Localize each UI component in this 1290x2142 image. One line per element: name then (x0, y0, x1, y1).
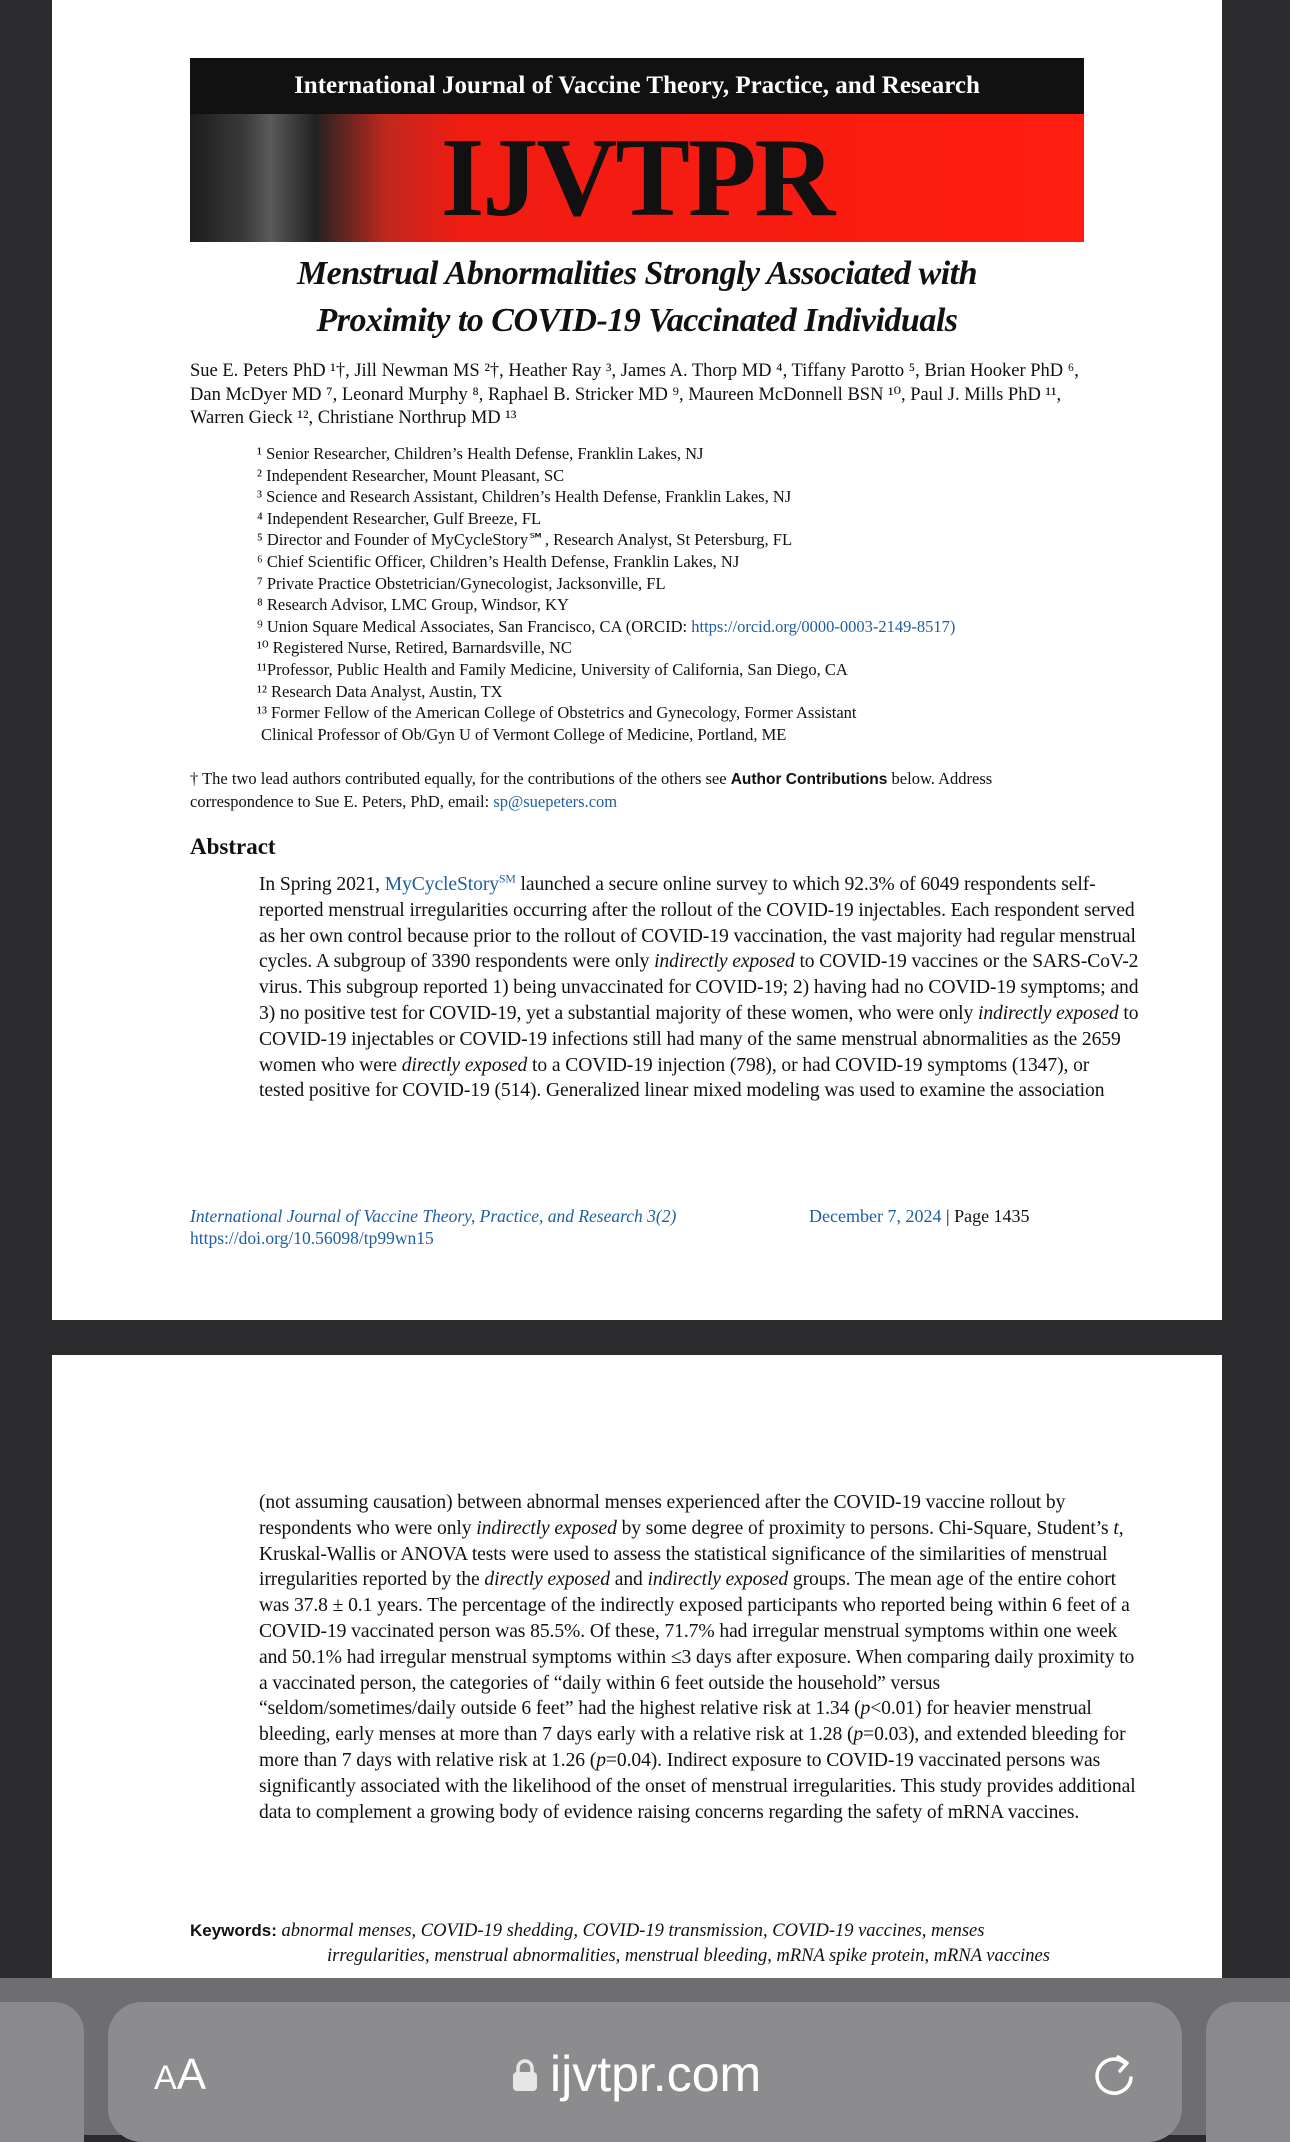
previous-tab-preview[interactable] (0, 2002, 84, 2142)
affiliation-item: ¹¹Professor, Public Health and Family Medicine, University of California, San Diego, CA (257, 659, 848, 679)
abstract-span: groups. The mean age of the entire cohort was 37.8 ± 0.1 years. The percentage of the indirectly exposed participants who reported being within 6 feet of a COVID-19 vaccinated person was 85.5%. Of these, 71.7% had irregular menstrual symptoms within one week and 50.1% had irregular menstrual symptoms within ≤3 days after exposure. When comparing daily proximity to a vaccinated person, the categories of “daily within 6 feet outside the household” versus “seldom/sometimes/daily outside 6 feet” had the highest relative risk at 1.34 ( (259, 1569, 1135, 1720)
abstract-span: , Kruskal-Wallis or ANOVA tests were used to assess the statistical significance of the similarities of menstrual irregularities reported by the (259, 1517, 1124, 1591)
abstract-span: and (609, 1569, 648, 1591)
email-link[interactable]: sp@suepeters.com (493, 792, 618, 811)
banner-logo: IJVTPR (440, 116, 834, 240)
abstract-span: =0.04). Indirect exposure to COVID-19 vaccinated persons was significantly associated with the likelihood of the onset of menstrual irregularities. This study provides additional data to complement a growing body of evidence raising concerns regarding the safety of mRNA vaccines. (259, 1749, 1136, 1823)
footer-date: December 7, 2024 (809, 1206, 942, 1226)
affiliation-text: ⁹ Union Square Medical Associates, San Francisco, CA (ORCID: (257, 616, 692, 636)
browser-toolbar (0, 1978, 1290, 2135)
abstract-continued (259, 1490, 1139, 1825)
banner-journal-name: International Journal of Vaccine Theory, Practice, and Research (190, 58, 1084, 114)
affiliation-list (257, 443, 1087, 745)
page-footer-right (809, 1205, 1030, 1227)
correspondence-footnote (190, 768, 1090, 813)
affiliation-item: ⁵ Director and Founder of MyCycleStory℠, Research Analyst, St Petersburg, FL (257, 530, 793, 550)
keywords-line-1: abnormal menses, COVID-19 shedding, COVID-19 transmission, COVID-19 vaccines, menses (281, 1921, 985, 1941)
address-bar[interactable] (108, 2002, 1182, 2142)
author-contributions-ref: Author Contributions (730, 771, 888, 788)
p-value-symbol: p (860, 1698, 871, 1720)
affiliation-item: ¹³ Former Fellow of the American College of Obstetrics and Gynecology, Former Assistant (257, 703, 857, 723)
author-list: Sue E. Peters PhD ¹†, Jill Newman MS ²†, Heather Ray ³, James A. Thorp MD ⁴, Tiffany Parotto ⁵, Brian Hooker PhD ⁶, Dan McDyer MD ⁷, Leonard Murphy ⁸, Raphael B. Stricker MD ⁹, Maureen McDonnell BSN ¹⁰, Paul J. Mills PhD ¹¹, Warren Gieck ¹², Christiane Northrup MD ¹³ (190, 361, 1079, 428)
abstract-emphasis: directly exposed (401, 1054, 528, 1076)
title-line-2: Proximity to COVID-19 Vaccinated Individuals (316, 302, 958, 339)
text-size-button[interactable] (154, 2050, 206, 2103)
footer-doi-link[interactable]: https://doi.org/10.56098/tp99wn15 (190, 1228, 434, 1248)
affiliation-item: ¹⁰ Registered Nurse, Retired, Barnardsville, NC (257, 638, 572, 658)
orcid-close: ) (949, 616, 956, 636)
text-size-large-a: A (176, 2050, 207, 2099)
abstract-emphasis: indirectly exposed (476, 1517, 617, 1539)
affiliation-item: Clinical Professor of Ob/Gyn U of Vermont College of Medicine, Portland, ME (261, 724, 787, 744)
pdf-page-2 (52, 1355, 1222, 1980)
abstract-span: =0.03), and extended bleeding for more than 7 days with relative risk at 1.26 ( (259, 1724, 1126, 1771)
footer-separator: | (941, 1206, 955, 1226)
abstract-emphasis: indirectly exposed (978, 1002, 1119, 1024)
affiliation-item: ⁸ Research Advisor, LMC Group, Windsor, KY (257, 595, 569, 615)
abstract-span: to a COVID-19 injection (798), or had COVID-19 symptoms (1347), or tested positive for COVID-19 (514). Generalized linear mixed modeling was used to examine the association (259, 1054, 1105, 1102)
abstract-span: to COVID-19 injectables or COVID-19 infections still had many of the same menstrual abnormalities as the 2659 women who were (259, 1002, 1139, 1076)
abstract-span: to COVID-19 vaccines or the SARS-CoV-2 virus. This subgroup reported 1) being unvaccinated for COVID-19; 2) having had no COVID-19 symptoms; and 3) no positive test for COVID-19, yet a substantial majority of these women, who were only (259, 951, 1139, 1024)
service-mark: SM (498, 872, 516, 886)
url-text[interactable]: ijvtpr.com (550, 2046, 762, 2102)
paper-title (190, 250, 1084, 344)
keywords-line-2: irregularities, menstrual abnormalities, menstrual bleeding, mRNA spike protein, mRNA vaccines (327, 1946, 1050, 1966)
abstract-emphasis: indirectly exposed (654, 951, 795, 973)
affiliation-item: ⁴ Independent Researcher, Gulf Breeze, FL (257, 508, 542, 528)
mycyclestory-link[interactable] (385, 874, 516, 895)
pdf-page-1 (52, 0, 1222, 1320)
affiliation-item: ⁷ Private Practice Obstetrician/Gynecologist, Jacksonville, FL (257, 573, 666, 593)
p-value-symbol: p (596, 1749, 606, 1771)
affiliation-item: ² Independent Researcher, Mount Pleasant, SC (257, 465, 565, 485)
affiliation-item: ⁶ Chief Scientific Officer, Children’s Health Defense, Franklin Lakes, NJ (257, 551, 740, 571)
abstract-emphasis: t (1113, 1517, 1119, 1539)
footnote-text: † The two lead authors contributed equally, for the contributions of the others see (190, 769, 731, 788)
abstract-span: (not assuming causation) between abnormal menses experienced after the COVID-19 vaccine rollout by respondents who were only (259, 1492, 1066, 1539)
title-line-1: Menstrual Abnormalities Strongly Associated with (296, 255, 978, 292)
journal-banner (190, 58, 1084, 242)
affiliation-item: ¹² Research Data Analyst, Austin, TX (257, 681, 503, 701)
footnote-text: below. Address correspondence to Sue E. Peters, PhD, email: (190, 769, 993, 811)
footer-journal-link[interactable]: International Journal of Vaccine Theory, Practice, and Research 3(2) (190, 1206, 677, 1226)
abstract-heading: Abstract (190, 834, 276, 859)
affiliation-item: ¹ Senior Researcher, Children’s Health Defense, Franklin Lakes, NJ (257, 444, 704, 463)
abstract-span: In Spring 2021, (259, 874, 385, 895)
abstract-span: <0.01) for heavier menstrual bleeding, early menses at more than 7 days early with a relative risk at 1.28 ( (259, 1698, 1092, 1746)
abstract-text (259, 872, 1139, 1104)
keywords (190, 1918, 1150, 1969)
affiliation-item: ³ Science and Research Assistant, Children’s Health Defense, Franklin Lakes, NJ (257, 487, 792, 507)
brand-name: MyCycleStory (384, 874, 499, 895)
orcid-link[interactable]: https://orcid.org/0000-0003-2149-8517 (691, 616, 950, 636)
abstract-span: by some degree of proximity to persons. Chi-Square, Student’s (616, 1517, 1114, 1539)
keywords-label: Keywords: (190, 1921, 277, 1940)
abstract-emphasis: directly exposed (484, 1569, 610, 1591)
page-footer-left (190, 1205, 676, 1249)
text-size-small-a: A (154, 2059, 177, 2097)
affiliation-item (257, 616, 1087, 638)
next-tab-preview[interactable] (1206, 2002, 1290, 2142)
abstract-span: launched a secure online survey to which 92.3% of 6049 respondents self-reported menstrual irregularities occurring after the rollout of the COVID-19 injectables. Each respondent served as her own control because prior to the rollout of COVID-19 vaccination, the vast majority had regular menstrual cycles. A subgroup of 3390 respondents were only (259, 874, 1136, 973)
reload-icon[interactable] (1090, 2052, 1138, 2100)
footer-page-number: Page 1435 (954, 1206, 1030, 1226)
p-value-symbol: p (853, 1724, 864, 1746)
lock-icon (512, 2058, 538, 2092)
abstract-emphasis: indirectly exposed (647, 1569, 789, 1591)
